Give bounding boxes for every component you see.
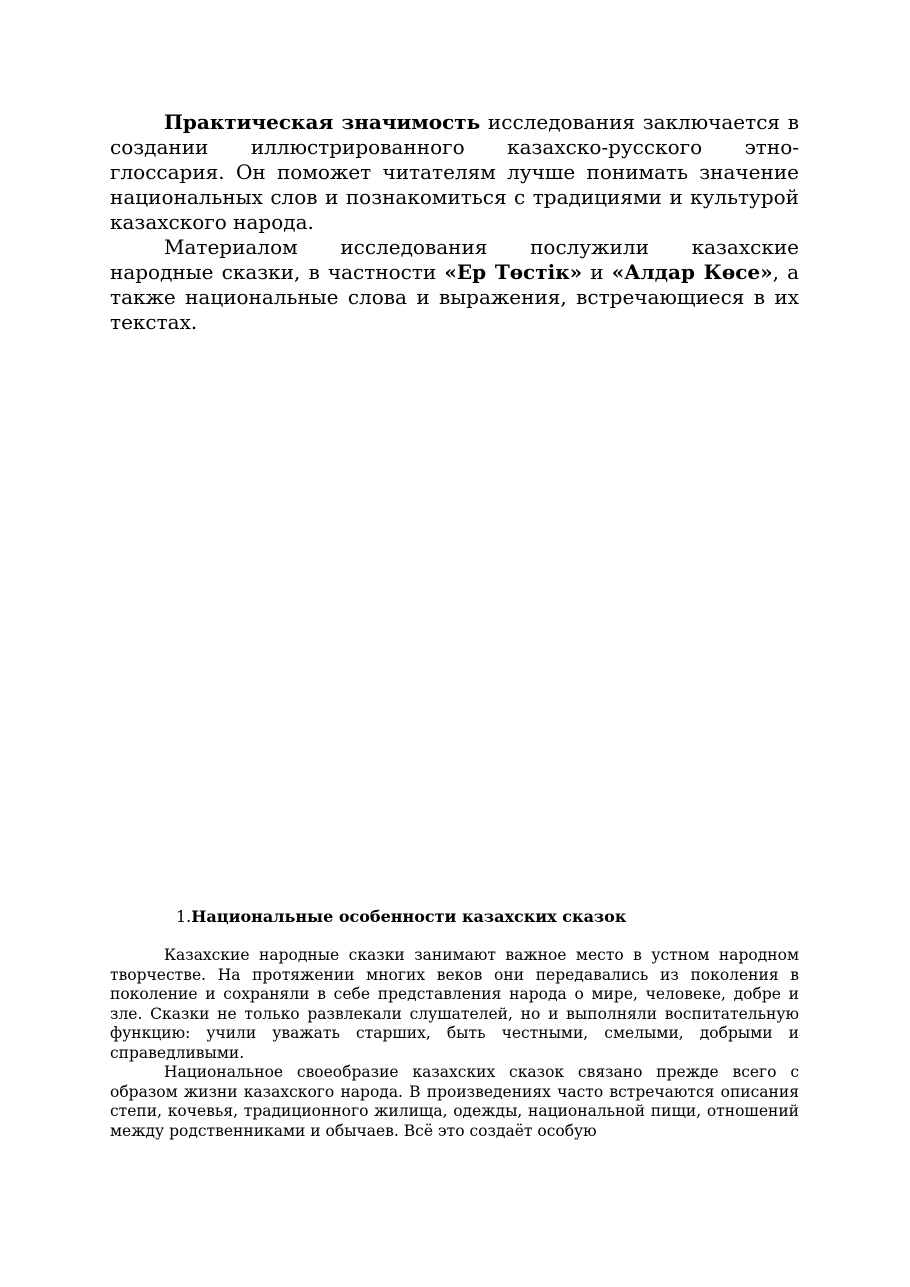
practical-significance-paragraph: [110, 110, 799, 235]
practical-significance-term: Практическая значимость: [164, 110, 481, 134]
body-paragraph-2: Национальное своеобразие казахских сказок связано прежде всего с образом жизни казахского народа. В произведениях часто встречаются описания степи, кочевья, традиционного жилища, одежды, национальной пищи, отношений между родственниками и обычаев. Всё это создаёт особую: [110, 1063, 799, 1140]
intro-text: [110, 110, 799, 335]
tale-title-aldar-kose: «Алдар Көсе»: [611, 260, 773, 284]
research-material-text-end: , а также национальные слова и выражения, встречающиеся в их текстах.: [110, 260, 800, 334]
research-material-paragraph: [110, 235, 799, 335]
section-number: 1.: [176, 907, 192, 926]
practical-significance-text: исследования заключается в создании иллюстрированного казахско-русского этно-глоссария. Он поможет читателям лучше понимать значение национальных слов и познакомиться с традициями и культурой казахского народа.: [110, 110, 799, 234]
research-material-text-mid: и: [582, 260, 612, 284]
body-paragraph-1: Казахские народные сказки занимают важное место в устном народном творчестве. На протяжении многих веков они передавались из поколения в поколение и сохраняли в себе представления народа о мире, человеке, добре и зле. Сказки не только развлекали слушателей, но и выполняли воспитательную функцию: учили уважать старших, быть честными, смелыми, добрыми и справедливыми.: [110, 946, 799, 1062]
section-heading: [176, 906, 626, 928]
section-title: Национальные особенности казахских сказок: [191, 907, 627, 926]
section-body: [110, 946, 799, 1141]
tale-title-er-tostik: «Ер Төстік»: [444, 260, 583, 284]
research-material-text-start: Материалом исследования послужили казахские народные сказки, в частности: [110, 235, 799, 284]
